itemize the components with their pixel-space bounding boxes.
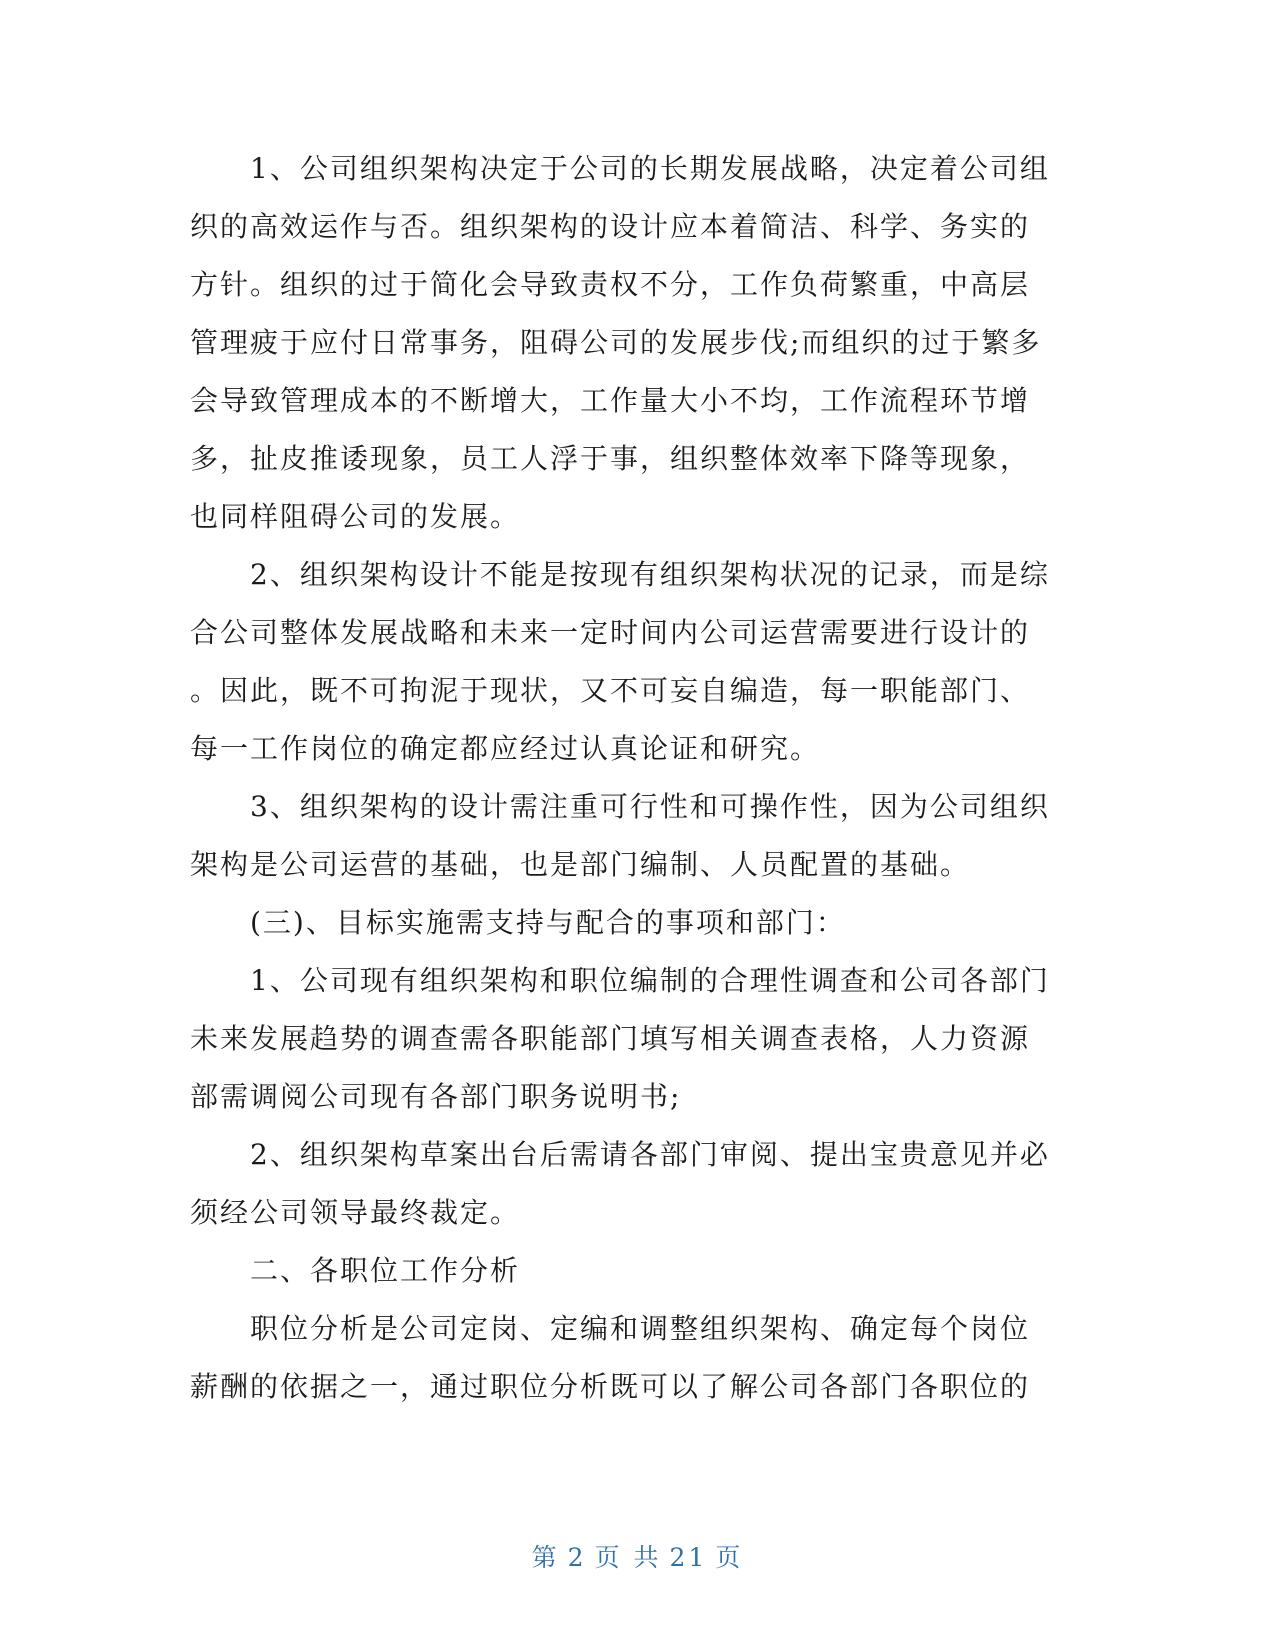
current-page-number: 2 [567,1543,587,1572]
total-pages-number: 21 [669,1543,708,1572]
text-line: 。因此，既不可拘泥于现状，又不可妄自编造，每一职能部门、 [190,674,1031,707]
text-line: 未来发展趋势的调查需各职能部门填写相关调查表格，人力资源 [190,1022,1031,1055]
text-line: 也同样阻碍公司的发展。 [190,500,521,533]
text-line: 职位分析是公司定岗、定编和调整组织架构、确定每个岗位 [250,1312,1031,1345]
text-line: 多，扯皮推诿现象，员工人浮于事，组织整体效率下降等现象， [190,442,1031,475]
section-heading: 二、各职位工作分析 [250,1254,521,1287]
text-line: 部需调阅公司现有各部门职务说明书; [190,1080,682,1113]
section-heading: (三)、目标实施需支持与配合的事项和部门： [250,906,846,939]
text-line: 1、公司组织架构决定于公司的长期发展战略，决定着公司组 [250,152,1050,185]
footer-middle: 页 共 [594,1543,662,1572]
text-line: 3、组织架构的设计需注重可行性和可操作性，因为公司组织 [250,790,1050,823]
text-line: 须经公司领导最终裁定。 [190,1196,521,1229]
text-line: 合公司整体发展战略和未来一定时间内公司运营需要进行设计的 [190,616,1031,649]
body-text [190,140,1080,1416]
page-footer [0,1538,1275,1574]
text-line: 2、组织架构草案出台后需请各部门审阅、提出宝贵意见并必 [250,1138,1050,1171]
text-line: 每一工作岗位的确定都应经过认真论证和研究。 [190,732,821,765]
footer-suffix: 页 [715,1543,744,1572]
text-line: 织的高效运作与否。组织架构的设计应本着简洁、科学、务实的 [190,210,1031,243]
footer-prefix: 第 [531,1543,560,1572]
text-line: 方针。组织的过于简化会导致责权不分，工作负荷繁重，中高层 [190,268,1031,301]
text-line: 1、公司现有组织架构和职位编制的合理性调查和公司各部门 [250,964,1050,997]
text-line: 会导致管理成本的不断增大，工作量大小不均，工作流程环节增 [190,384,1031,417]
text-line: 架构是公司运营的基础，也是部门编制、人员配置的基础。 [190,848,971,881]
text-line: 薪酬的依据之一，通过职位分析既可以了解公司各部门各职位的 [190,1370,1031,1403]
text-line: 2、组织架构设计不能是按现有组织架构状况的记录，而是综 [250,558,1050,591]
text-line: 管理疲于应付日常事务，阻碍公司的发展步伐;而组织的过于繁多 [190,326,1042,359]
